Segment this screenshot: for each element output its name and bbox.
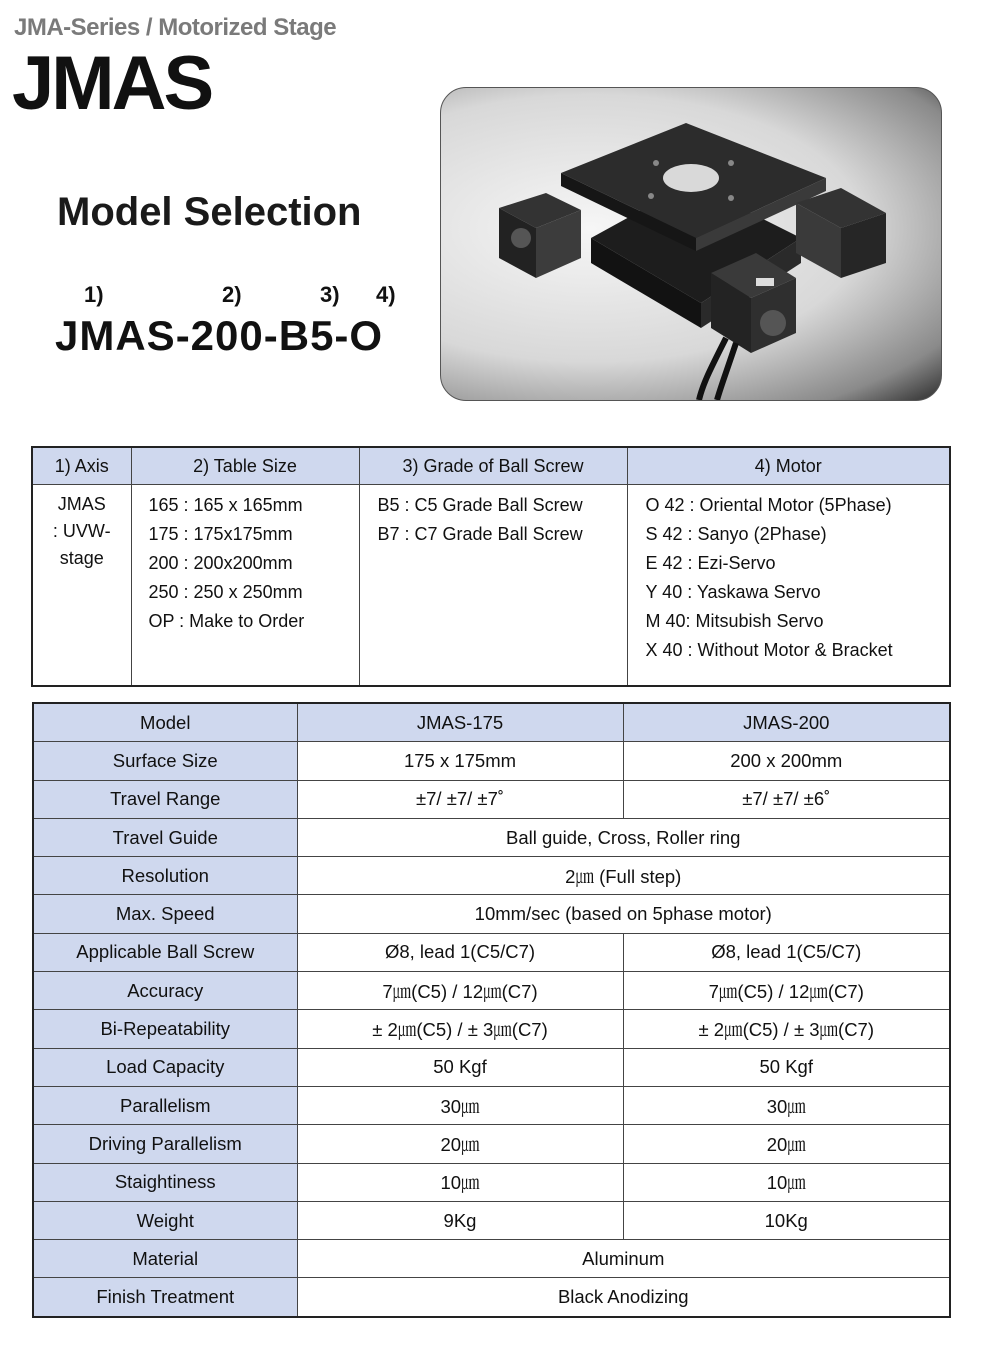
table-size-option: 250 : 250 x 250mm — [148, 582, 303, 602]
axis-line: stage — [59, 548, 104, 568]
motor-option: M 40: Mitsubish Servo — [645, 611, 824, 631]
motor-option: X 40 : Without Motor & Bracket — [645, 640, 893, 660]
spec-row — [33, 1048, 950, 1086]
spec-label: Surface Size — [33, 742, 297, 780]
spec-label: Parallelism — [33, 1086, 297, 1124]
axis-line: : UVW- — [52, 521, 111, 541]
spec-value: 10Kg — [623, 1201, 950, 1239]
spec-header-cell: Model — [33, 703, 297, 742]
spec-value: 9Kg — [297, 1201, 623, 1239]
spec-row — [33, 1010, 950, 1048]
ball-screw-option: B7 : C7 Grade Ball Screw — [377, 524, 583, 544]
header-motor: 4) Motor — [627, 447, 950, 485]
spec-label: Travel Guide — [33, 818, 297, 856]
spec-label: Bi-Repeatability — [33, 1010, 297, 1048]
motor-option: E 42 : Ezi-Servo — [645, 553, 776, 573]
axis-cell — [32, 485, 131, 687]
spec-value: 50 Kgf — [297, 1048, 623, 1086]
spec-label: Staightiness — [33, 1163, 297, 1201]
spec-row — [33, 1278, 950, 1317]
spec-header-cell: JMAS-200 — [623, 703, 950, 742]
spec-label: Travel Range — [33, 780, 297, 818]
spec-row — [33, 972, 950, 1010]
spec-label: Accuracy — [33, 972, 297, 1010]
spec-label: Finish Treatment — [33, 1278, 297, 1317]
table-size-cell — [131, 485, 359, 687]
motorized-stage-photo-icon — [441, 88, 941, 400]
spec-value: Black Anodizing — [297, 1278, 950, 1317]
spec-label: Material — [33, 1240, 297, 1278]
spec-value: ± 2㎛(C5) / ± 3㎛(C7) — [297, 1010, 623, 1048]
spec-value: 2㎛ (Full step) — [297, 857, 950, 895]
header-axis: 1) Axis — [32, 447, 131, 485]
part-number-4: 4) — [376, 282, 396, 307]
spec-value: 20㎛ — [623, 1125, 950, 1163]
brand-title: JMAS — [12, 41, 212, 126]
spec-label: Driving Parallelism — [33, 1125, 297, 1163]
spec-row — [33, 1201, 950, 1239]
motor-option: Y 40 : Yaskawa Servo — [645, 582, 821, 602]
table-size-option: OP : Make to Order — [148, 611, 305, 631]
model-code: JMAS-200-B5-O — [55, 312, 384, 359]
model-selection-table — [31, 446, 951, 687]
specification-table — [32, 702, 951, 1318]
header-ball-screw: 3) Grade of Ball Screw — [359, 447, 627, 485]
spec-row — [33, 1240, 950, 1278]
spec-value: ±7/ ±7/ ±6˚ — [623, 780, 950, 818]
table-size-option: 175 : 175x175mm — [148, 524, 293, 544]
spec-value: Aluminum — [297, 1240, 950, 1278]
spec-value: 20㎛ — [297, 1125, 623, 1163]
motor-option: S 42 : Sanyo (2Phase) — [645, 524, 827, 544]
spec-row — [33, 818, 950, 856]
spec-value: ± 2㎛(C5) / ± 3㎛(C7) — [623, 1010, 950, 1048]
spec-value: 200 x 200mm — [623, 742, 950, 780]
spec-value: 10㎛ — [623, 1163, 950, 1201]
motor-option: O 42 : Oriental Motor (5Phase) — [645, 495, 892, 515]
spec-value: Ø8, lead 1(C5/C7) — [297, 933, 623, 971]
spec-label: Load Capacity — [33, 1048, 297, 1086]
spec-row — [33, 933, 950, 971]
spec-row — [33, 895, 950, 933]
ball-screw-option: B5 : C5 Grade Ball Screw — [377, 495, 583, 515]
part-number-2: 2) — [222, 282, 242, 307]
spec-row — [33, 1125, 950, 1163]
spec-row — [33, 1086, 950, 1124]
series-title: JMA-Series / Motorized Stage — [14, 14, 337, 41]
part-number-1: 1) — [84, 282, 104, 307]
table-size-option: 165 : 165 x 165mm — [148, 495, 303, 515]
spec-row — [33, 857, 950, 895]
axis-line: JMAS — [57, 494, 106, 514]
header-table-size: 2) Table Size — [131, 447, 359, 485]
product-photo — [440, 87, 942, 401]
spec-value: 10㎛ — [297, 1163, 623, 1201]
ball-screw-cell — [359, 485, 627, 687]
spec-value: 175 x 175mm — [297, 742, 623, 780]
spec-value: 30㎛ — [297, 1086, 623, 1124]
table-size-option: 200 : 200x200mm — [148, 553, 293, 573]
part-number-3: 3) — [320, 282, 340, 307]
spec-value: 7㎛(C5) / 12㎛(C7) — [623, 972, 950, 1010]
motor-cell — [627, 485, 950, 687]
spec-label: Resolution — [33, 857, 297, 895]
spec-row — [33, 780, 950, 818]
spec-row — [33, 742, 950, 780]
spec-value: 30㎛ — [623, 1086, 950, 1124]
spec-value: Ø8, lead 1(C5/C7) — [623, 933, 950, 971]
spec-label: Max. Speed — [33, 895, 297, 933]
spec-value: 10mm/sec (based on 5phase motor) — [297, 895, 950, 933]
spec-header-row — [33, 703, 950, 742]
spec-value: 50 Kgf — [623, 1048, 950, 1086]
spec-value: Ball guide, Cross, Roller ring — [297, 818, 950, 856]
spec-label: Applicable Ball Screw — [33, 933, 297, 971]
spec-value: 7㎛(C5) / 12㎛(C7) — [297, 972, 623, 1010]
spec-header-cell: JMAS-175 — [297, 703, 623, 742]
model-selection-heading: Model Selection — [57, 190, 362, 234]
spec-value: ±7/ ±7/ ±7˚ — [297, 780, 623, 818]
spec-label: Weight — [33, 1201, 297, 1239]
spec-row — [33, 1163, 950, 1201]
